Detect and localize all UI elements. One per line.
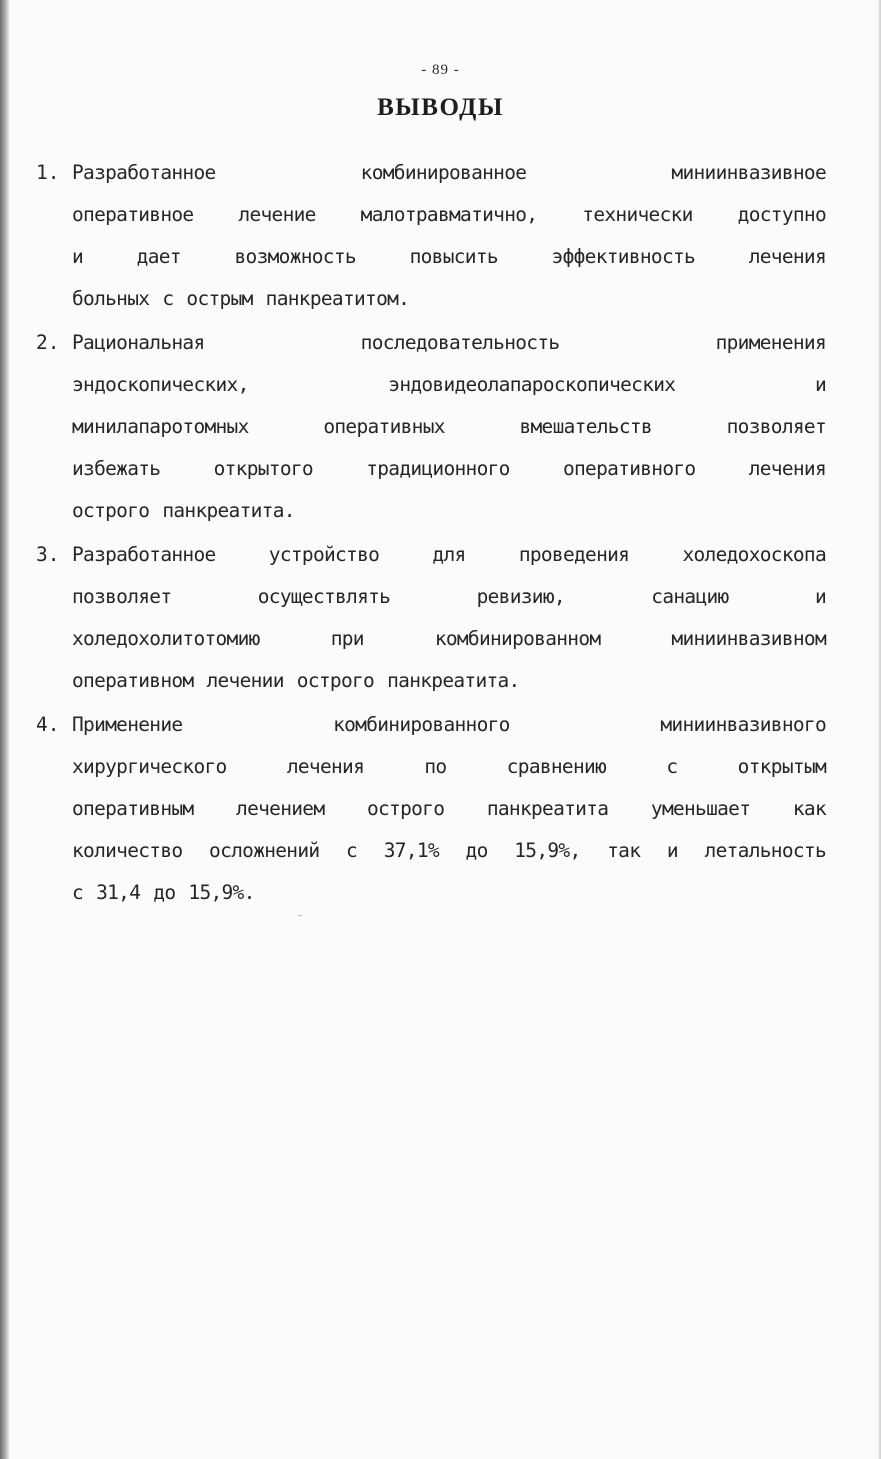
conclusion-item-1 — [36, 152, 826, 320]
conclusion-line: оперативным лечением острого панкреатита уменьшает как — [72, 797, 826, 820]
page-heading: ВЫВОДЫ — [377, 94, 504, 121]
conclusion-number: 3. — [36, 543, 60, 566]
scan-binding-shadow — [0, 0, 9, 1459]
scan-speck — [298, 915, 302, 916]
conclusion-line: и дает возможность повысить эффективность лечения — [72, 245, 826, 268]
conclusion-line: позволяет осуществлять ревизию, санацию и — [72, 585, 826, 608]
conclusion-line: избежать открытого традиционного оперативного лечения — [72, 457, 826, 480]
conclusion-line: минилапаротомных оперативных вмешательств позволяет — [72, 415, 826, 438]
conclusion-item-4 — [36, 704, 826, 914]
conclusion-line: Применение комбинированного миниинвазивного — [72, 713, 826, 736]
conclusion-line: количество осложнений с 37,1% до 15,9%, так и летальность — [72, 839, 826, 862]
conclusion-item-3 — [36, 534, 826, 702]
conclusion-line: оперативном лечении острого панкреатита. — [72, 669, 520, 692]
conclusions-list — [36, 152, 826, 916]
conclusion-line: Разработанное устройство для проведения холедохоскопа — [72, 543, 826, 566]
conclusion-number: 2. — [36, 331, 60, 354]
conclusion-line: холедохолитотомию при комбинированном миниинвазивном — [72, 627, 826, 650]
conclusion-item-2 — [36, 322, 826, 532]
conclusion-line: Разработанное комбинированное миниинвазивное — [72, 161, 826, 184]
conclusion-number: 1. — [36, 161, 60, 184]
conclusion-line: острого панкреатита. — [72, 499, 295, 522]
conclusion-line: хирургического лечения по сравнению с открытым — [72, 755, 826, 778]
conclusion-line: с 31,4 до 15,9%. — [72, 881, 255, 904]
conclusion-line: Рациональная последовательность применения — [72, 331, 826, 354]
conclusion-line: больных с острым панкреатитом. — [72, 287, 410, 310]
page-number: - 89 - — [421, 62, 460, 78]
conclusion-line: оперативное лечение малотравматично, технически доступно — [72, 203, 826, 226]
conclusion-number: 4. — [36, 713, 60, 736]
conclusion-line: эндоскопических, эндовидеолапароскопических и — [72, 373, 826, 396]
